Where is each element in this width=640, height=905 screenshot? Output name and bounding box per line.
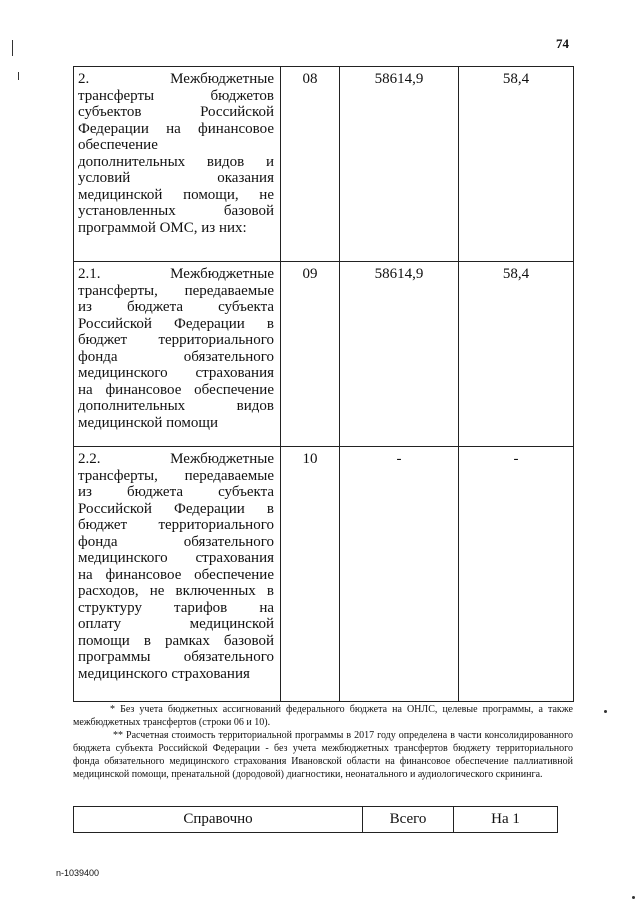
footnotes	[73, 703, 573, 781]
budget-table-body	[74, 67, 574, 702]
row-description	[74, 447, 281, 702]
description-line: расходов, не включенных в	[78, 583, 274, 599]
table-row	[74, 262, 574, 447]
description-line: Федерации на финансовое	[78, 120, 274, 137]
reference-row	[74, 807, 558, 833]
description-line: структуру тарифов на	[78, 599, 274, 616]
description-line: трансферты, передаваемые	[78, 282, 274, 299]
row-description	[74, 67, 281, 262]
description-line: медицинской помощи	[78, 414, 218, 431]
description-line: фонда обязательного	[78, 533, 274, 550]
reference-table	[73, 806, 558, 833]
row-share: 58,4	[459, 67, 574, 262]
scan-margin-mark	[12, 40, 13, 56]
description-line: медицинской помощи, не	[78, 186, 274, 203]
row-amount: 58614,9	[340, 67, 459, 262]
description-line: помощи в рамках базовой	[78, 632, 274, 649]
description-line: медицинского страхования	[78, 550, 274, 566]
description-line: фонда обязательного	[78, 348, 274, 365]
document-id: n-1039400	[56, 868, 100, 878]
description-line: установленных базовой	[78, 203, 274, 219]
row-amount: 58614,9	[340, 262, 459, 447]
description-line: 2.1. Межбюджетные	[78, 266, 274, 282]
description-line: из бюджета субъекта	[78, 299, 274, 315]
description-line: дополнительных видов	[78, 398, 274, 414]
row-share: 58,4	[459, 262, 574, 447]
footnote-second: ** Расчетная стоимость территориальной программы в 2017 году определена в части консолидированного бюджета субъекта Российской Федерации - без учета межбюджетных трансфертов бюджету территориального фонда обязательного медицинского страхования Ивановской области на финансовое обеспечение паллиативной медицинской помощи, пренатальной (дородовой) диагностики, неонатального и аудиологического скрининга.	[73, 730, 573, 780]
scan-speck	[604, 710, 607, 713]
row-share: -	[459, 447, 574, 702]
description-line: на финансовое обеспечение	[78, 566, 274, 583]
description-line: обеспечение	[78, 137, 158, 153]
budget-table	[73, 66, 574, 702]
table-row	[74, 67, 574, 262]
description-line: бюджет территориального	[78, 332, 274, 348]
description-line: из бюджета субъекта	[78, 484, 274, 500]
description-line: медицинского страхования	[78, 365, 274, 381]
description-line: Российской Федерации в	[78, 500, 274, 517]
description-line: 2. Межбюджетные	[78, 71, 274, 87]
description-line: программой ОМС, из них:	[78, 219, 247, 236]
row-code: 10	[281, 447, 340, 702]
description-line: трансферты, передаваемые	[78, 467, 274, 484]
footnote-first: * Без учета бюджетных ассигнований федерального бюджета на ОНЛС, целевые программы, а также межбюджетных трансфертов (строки 06 и 10).	[73, 704, 573, 728]
row-code: 09	[281, 262, 340, 447]
description-line: условий оказания	[78, 170, 274, 186]
description-line: бюджет территориального	[78, 517, 274, 533]
table-row	[74, 447, 574, 702]
page-number: 74	[556, 36, 569, 51]
scan-margin-mark	[18, 72, 19, 80]
description-line: медицинского страхования	[78, 665, 250, 682]
description-line: на финансовое обеспечение	[78, 381, 274, 398]
description-line: программы обязательного	[78, 649, 274, 665]
description-line: Российской Федерации в	[78, 315, 274, 332]
row-description	[74, 262, 281, 447]
description-line: 2.2. Межбюджетные	[78, 451, 274, 467]
reference-per-unit: На 1	[454, 807, 558, 833]
scan-speck	[632, 896, 635, 899]
description-line: оплату медицинской	[78, 616, 274, 632]
description-line: трансферты бюджетов	[78, 87, 274, 104]
row-code: 08	[281, 67, 340, 262]
reference-label: Справочно	[74, 807, 363, 833]
reference-total: Всего	[363, 807, 454, 833]
description-line: субъектов Российской	[78, 104, 274, 120]
description-line: дополнительных видов и	[78, 153, 274, 170]
row-amount: -	[340, 447, 459, 702]
